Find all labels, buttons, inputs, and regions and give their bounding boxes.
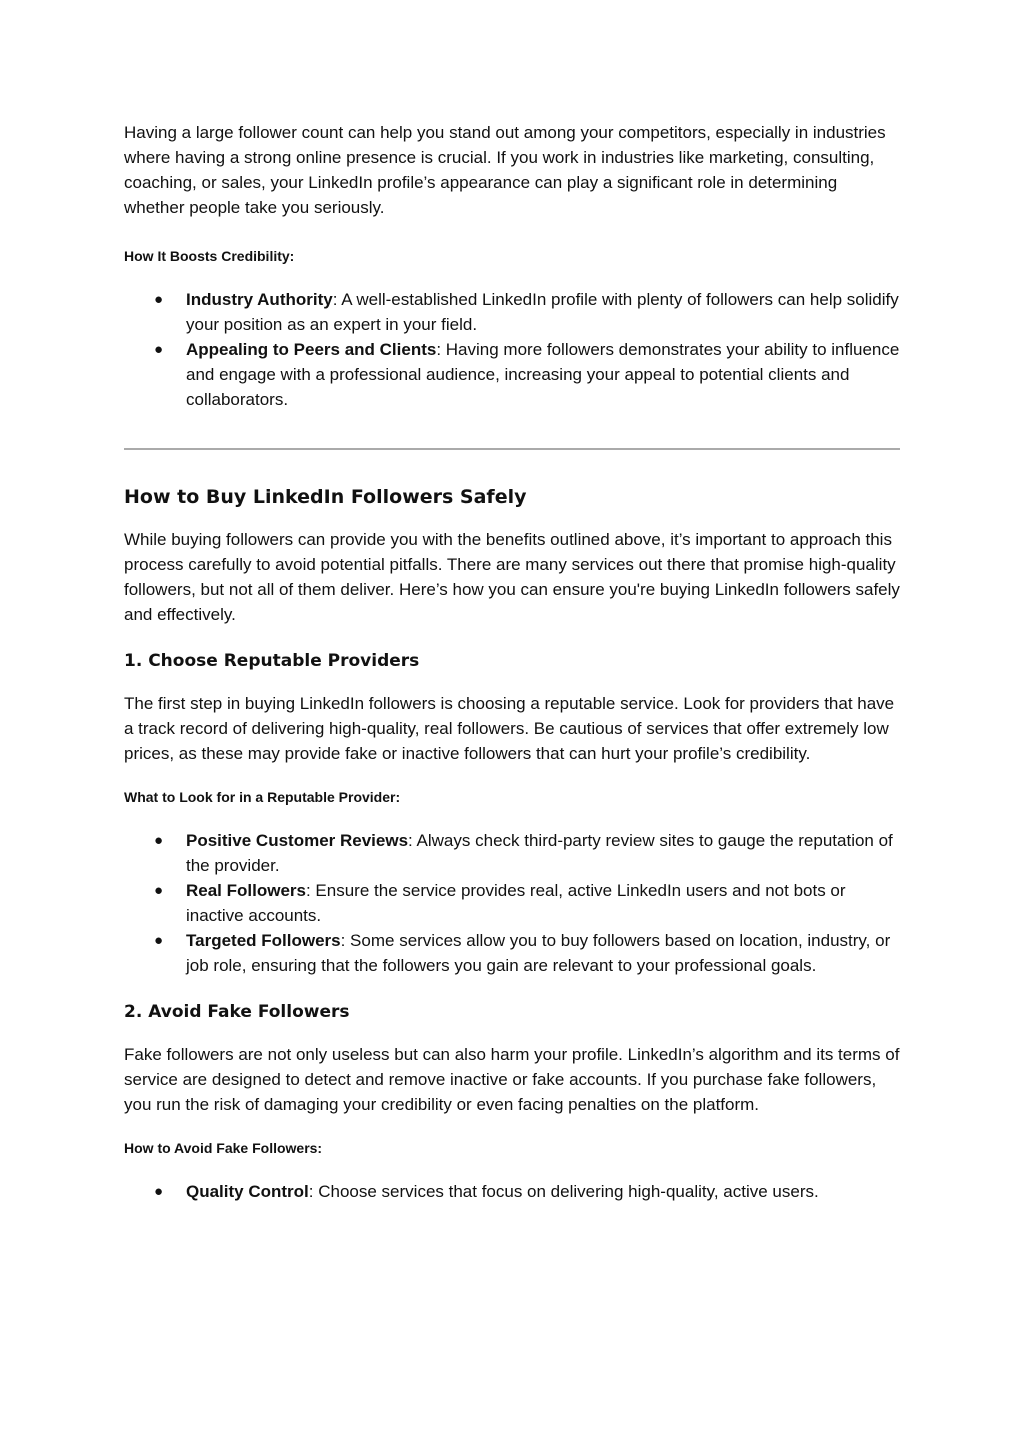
list-item-term: Real Followers — [186, 881, 306, 900]
credibility-list — [124, 287, 900, 412]
bullet-icon: ● — [154, 932, 164, 949]
fake-paragraph: Fake followers are not only useless but can also harm your profile. LinkedIn’s algorithm and its terms of service are designed to detect and remove inactive or fake accounts. If you purchase fake followers, you run the risk of damaging your credibility or even facing penalties on the platform. — [124, 1045, 900, 1114]
bullet-icon: ● — [154, 291, 164, 308]
list-item-text: : Ensure the service provides real, active LinkedIn users and not bots or inactive accounts. — [186, 881, 846, 925]
list-item — [124, 828, 900, 878]
provider-criteria-list — [124, 828, 900, 978]
list-item-text: : Having more followers demonstrates your ability to influence and engage with a professional audience, increasing your appeal to potential clients and collaborators. — [186, 340, 900, 409]
avoid-fake-list — [124, 1179, 900, 1204]
bullet-icon: ● — [154, 832, 164, 849]
intro-paragraph: Having a large follower count can help you stand out among your competitors, especially in industries where having a strong online presence is crucial. If you work in industries like marketing, consulting, coaching, or sales, your LinkedIn profile’s appearance can play a significant role in determining whether people take you seriously. — [124, 123, 886, 217]
list-item — [124, 878, 900, 928]
buy-paragraph: While buying followers can provide you with the benefits outlined above, it’s important to approach this process carefully to avoid potential pitfalls. There are many services out there that promise high-quality followers, but not all of them deliver. Here’s how you can ensure you're buying LinkedIn followers safely and effectively. — [124, 530, 900, 624]
section-heading-fake: 2. Avoid Fake Followers — [124, 1002, 350, 1022]
list-item — [124, 928, 900, 978]
list-item-term: Quality Control — [186, 1182, 309, 1201]
bullet-icon: ● — [154, 341, 164, 358]
list-item-text: : A well-established LinkedIn profile with plenty of followers can help solidify your position as an expert in your field. — [186, 290, 899, 334]
avoid-fake-subheading: How to Avoid Fake Followers: — [124, 1140, 323, 1156]
bullet-icon: ● — [154, 882, 164, 899]
list-item-text: : Choose services that focus on delivering high-quality, active users. — [308, 1182, 819, 1201]
document-page — [124, 120, 900, 1204]
list-item-text: : Always check third-party review sites to gauge the reputation of the provider. — [186, 831, 893, 875]
list-item — [124, 1179, 900, 1204]
section-heading-buy: How to Buy LinkedIn Followers Safely — [124, 486, 527, 508]
list-item-term: Industry Authority — [186, 290, 333, 309]
list-item — [124, 287, 900, 337]
providers-paragraph: The first step in buying LinkedIn followers is choosing a reputable service. Look for providers that have a track record of delivering high-quality, real followers. Be cautious of services that offer extremely low prices, as these may provide fake or inactive followers that can hurt your profile’s credibility. — [124, 694, 895, 763]
list-item-term: Appealing to Peers and Clients — [186, 340, 437, 359]
list-item-text: : Some services allow you to buy followers based on location, industry, or job role, ensuring that the followers you gain are relevant to your professional goals. — [186, 931, 891, 975]
section-heading-providers: 1. Choose Reputable Providers — [124, 651, 420, 671]
bullet-icon: ● — [154, 1183, 164, 1200]
credibility-subheading: How It Boosts Credibility: — [124, 248, 295, 264]
provider-criteria-subheading: What to Look for in a Reputable Provider: — [124, 789, 401, 805]
list-item-term: Targeted Followers — [186, 931, 341, 950]
list-item-term: Positive Customer Reviews — [186, 831, 409, 850]
list-item — [124, 337, 900, 412]
